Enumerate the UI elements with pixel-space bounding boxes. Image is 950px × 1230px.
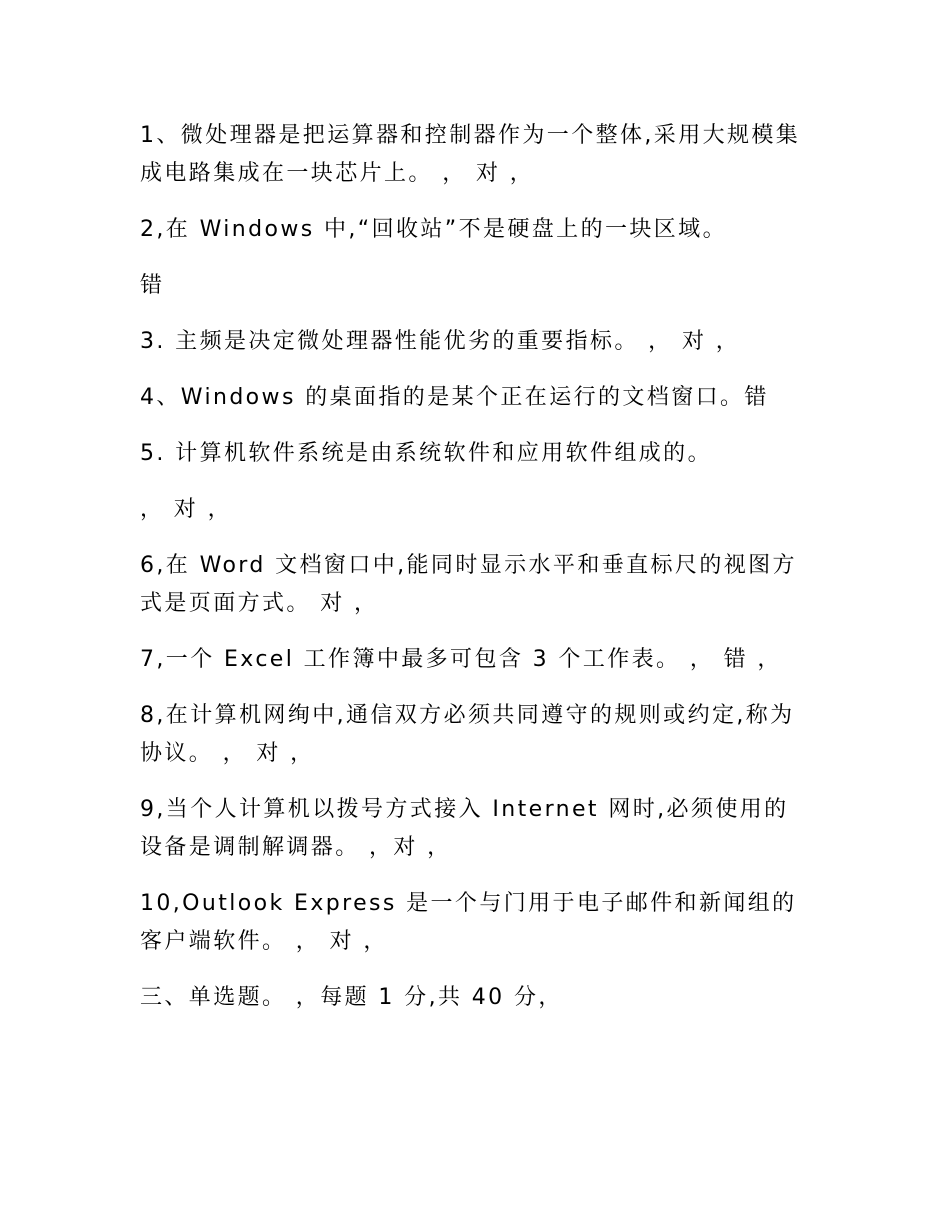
- question-5: 5. 计算机软件系统是由系统软件和应用软件组成的。: [140, 441, 712, 466]
- question-4: 4、Windows 的桌面指的是某个正在运行的文档窗口。错: [140, 385, 769, 410]
- section-heading: 三、单选题。 ，每题 1 分,共 40 分，: [140, 985, 563, 1010]
- document-body: [140, 117, 812, 1035]
- question-7: 7,一个 Excel 工作簿中最多可包含 3 个工作表。 ， 错 ，: [140, 647, 782, 672]
- answer-2: 错: [140, 273, 165, 298]
- answer-5: ， 对 ，: [140, 497, 232, 522]
- question-8: 8,在计算机网绚中,通信双方必须共同遵守的规则或约定,称为协议。 ， 对 ，: [140, 703, 795, 766]
- question-3: 3. 主频是决定微处理器性能优劣的重要指标。 ， 对 ，: [140, 329, 741, 354]
- question-9: 9,当个人计算机以拨号方式接入 Internet 网时,必须使用的设备是调制解调器。 ，对 ，: [140, 797, 789, 860]
- question-6: 6,在 Word 文档窗口中,能同时显示水平和垂直标尺的视图方式是页面方式。 对 ，: [140, 553, 797, 616]
- question-2: 2,在 Windows 中,“回收站”不是硬盘上的一块区域。: [140, 217, 727, 242]
- question-10: 10,Outlook Express 是一个与门用于电子邮件和新闻组的客户端软件。 ， 对 ，: [140, 891, 797, 954]
- question-1: 1、微处理器是把运算器和控制器作为一个整体,采用大规模集成电路集成在一块芯片上。 ， 对 ，: [140, 123, 801, 186]
